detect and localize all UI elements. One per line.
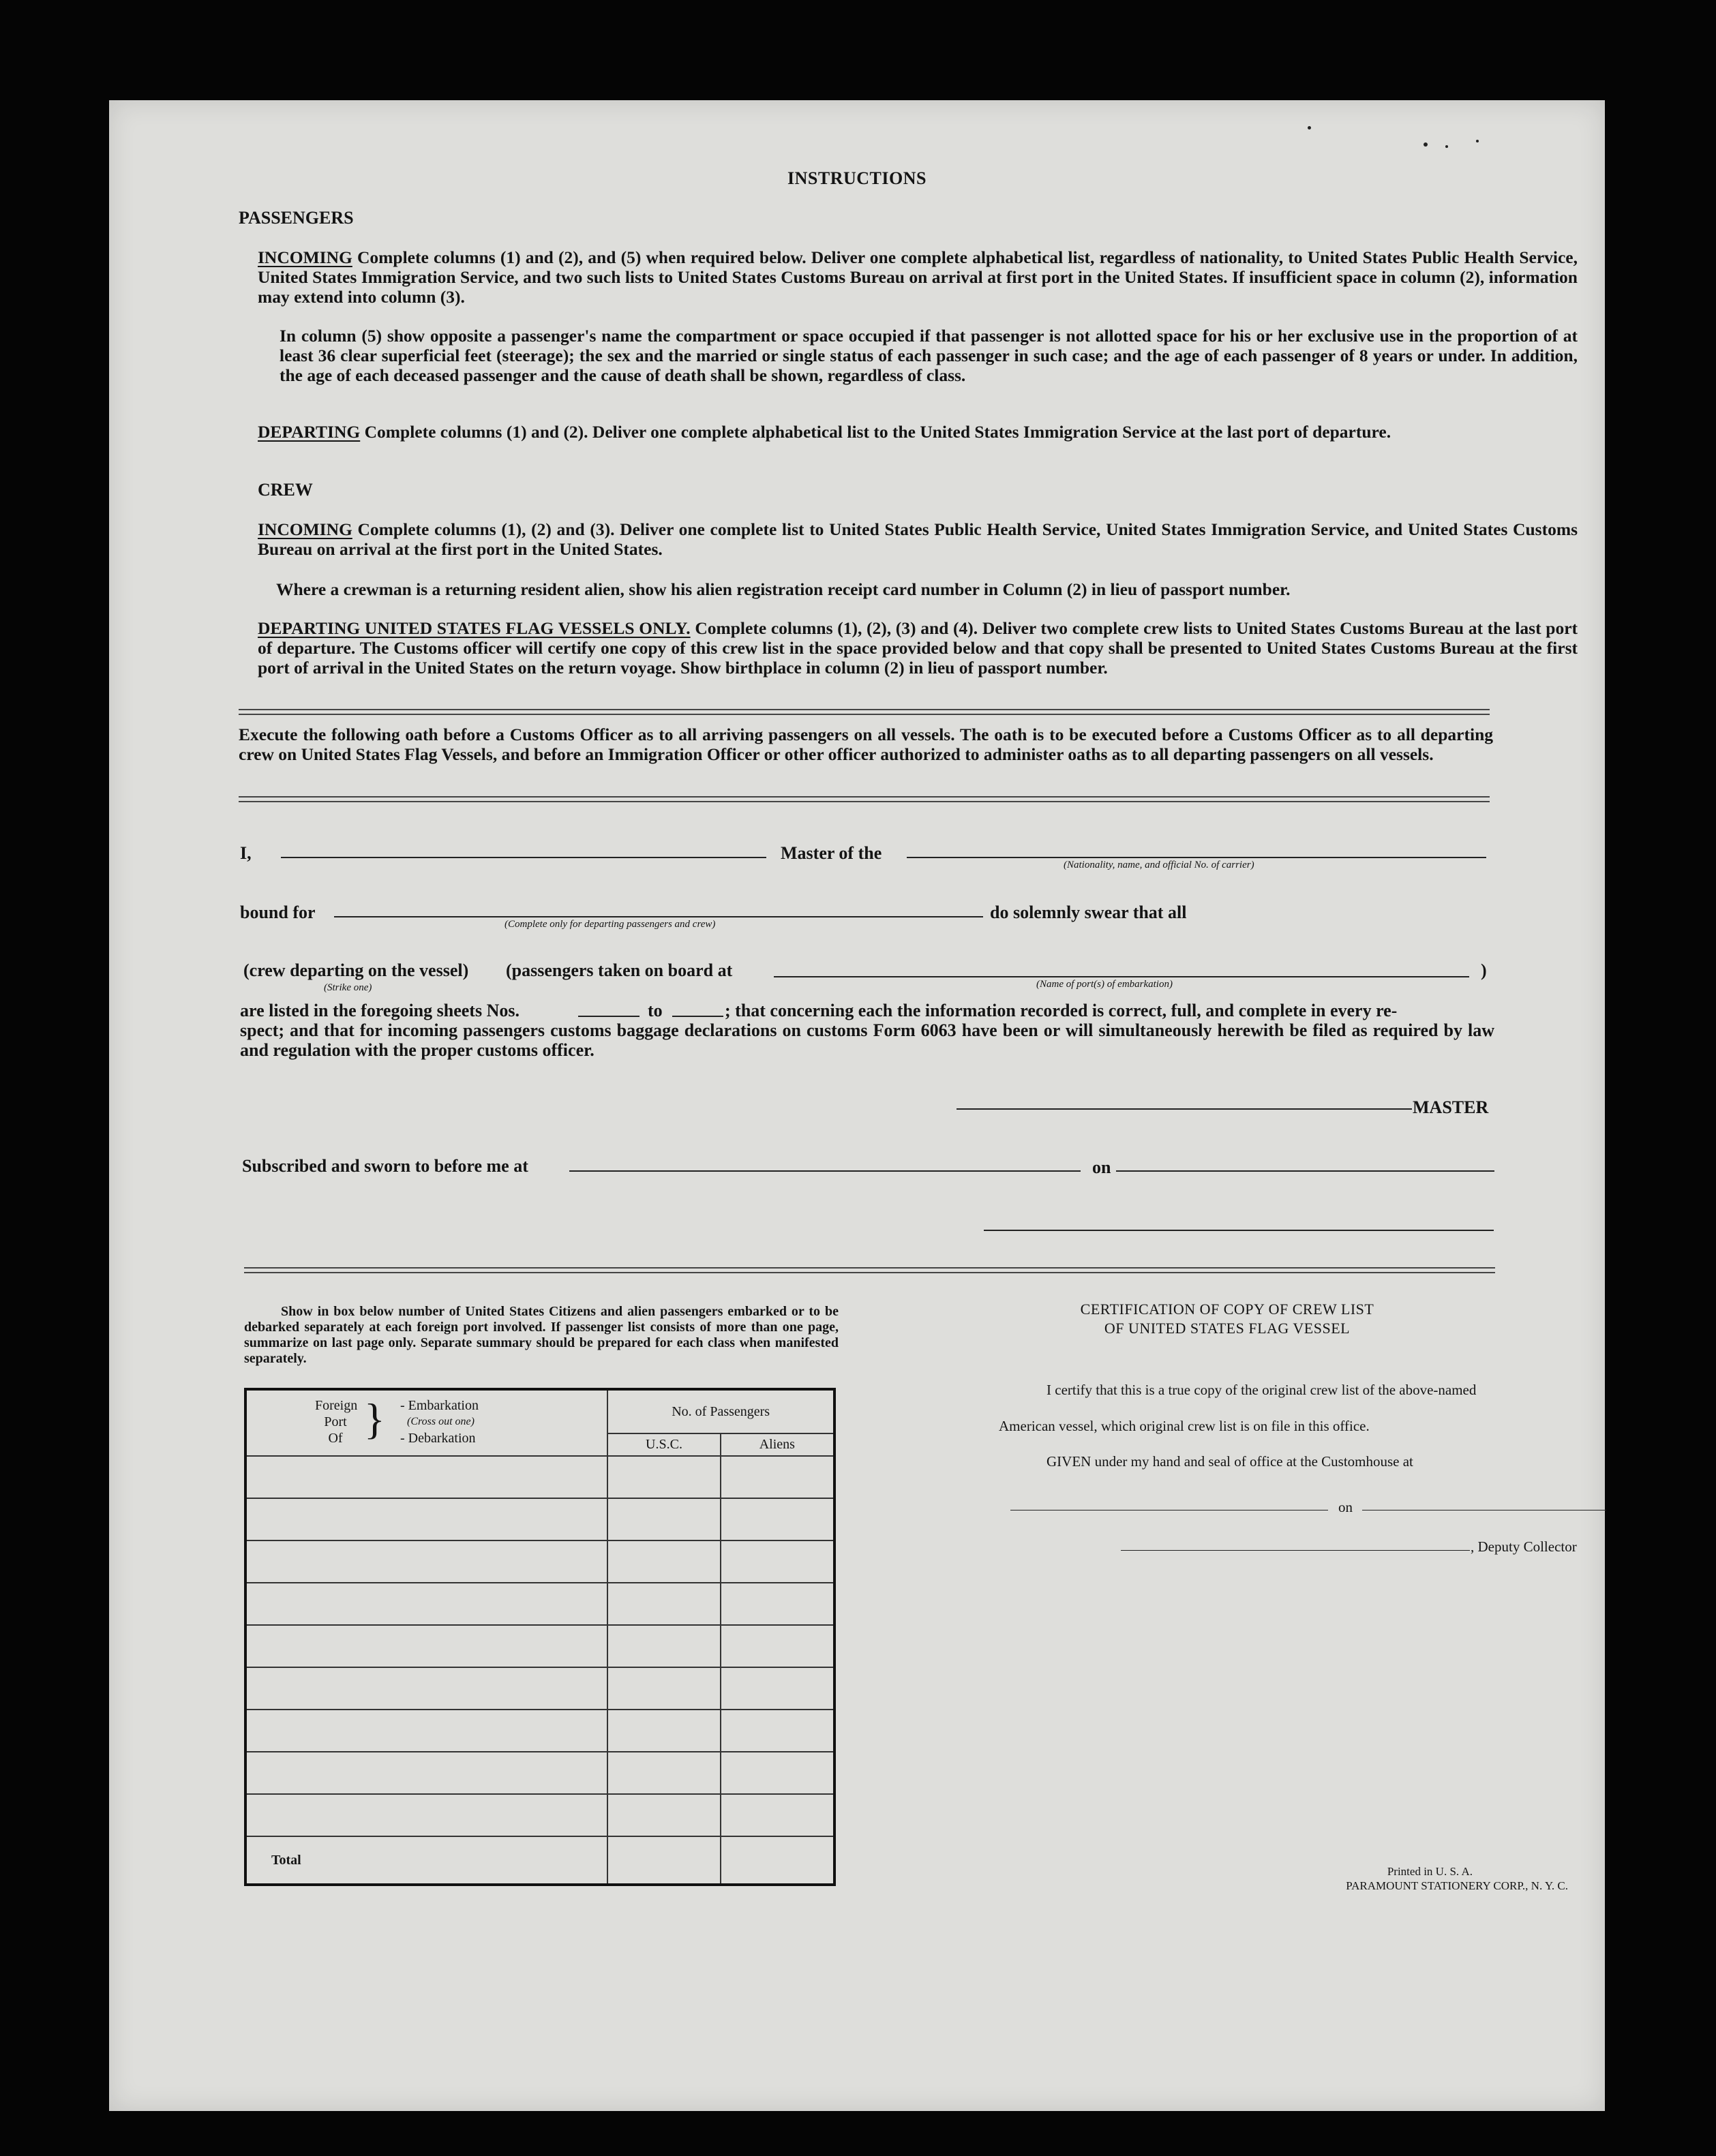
summary-instruction: Show in box below number of United States Citizens and alien passengers embarked or to be debarked separately at each foreign port involved. If passenger list consists of more than one page, summarize on last page only. Separate summary should be prepared for each class when manifested separately. xyxy=(244,1304,839,1366)
cross-out-label: (Cross out one) xyxy=(407,1416,475,1427)
listed-to: to xyxy=(648,1001,663,1020)
port-label: Port xyxy=(324,1414,347,1429)
brace: } xyxy=(364,1395,385,1443)
swear-text: do solemnly swear that all xyxy=(990,902,1187,922)
aliens-cell[interactable] xyxy=(721,1710,834,1752)
crew-heading: CREW xyxy=(258,480,313,500)
port-cell[interactable] xyxy=(245,1667,607,1710)
port-cell[interactable] xyxy=(245,1710,607,1752)
passengers-incoming-paragraph xyxy=(258,247,1578,307)
flag-lead: DEPARTING UNITED STATES FLAG VESSELS ONLY. xyxy=(258,618,691,638)
usc-cell[interactable] xyxy=(607,1752,720,1794)
port-cell[interactable] xyxy=(245,1583,607,1625)
printer-name: PARAMOUNT STATIONERY CORP., N. Y. C. xyxy=(1346,1879,1568,1892)
aliens-total-cell[interactable] xyxy=(721,1836,834,1885)
divider xyxy=(244,1267,1495,1273)
aliens-cell[interactable] xyxy=(721,1667,834,1710)
of-label: Of xyxy=(328,1431,343,1446)
no-passengers-header: No. of Passengers xyxy=(607,1389,834,1433)
subscribed-text: Subscribed and sworn to before me at xyxy=(242,1156,528,1176)
master-label: MASTER xyxy=(1413,1097,1489,1117)
respect-paragraph: spect; and that for incoming passengers customs baggage declarations on customs Form 6063 have been or will simultaneously herewith be filed as required by law and regulation with the proper customs officer. xyxy=(240,1020,1494,1060)
speck xyxy=(1445,145,1448,148)
i-label: I, xyxy=(240,843,252,863)
crew-incoming-paragraph xyxy=(258,519,1578,559)
american-vessel-text: American vessel, which original crew list is on file in this office. xyxy=(999,1418,1370,1434)
carrier-line[interactable] xyxy=(907,857,1486,858)
instructions-title: INSTRUCTIONS xyxy=(787,168,927,188)
crew-incoming-text: Complete columns (1), (2) and (3). Deliver one complete list to United States Public Health Service, United States Immigration Service, and United States Customs Bureau on arrival at the first port in the United States. xyxy=(258,519,1578,559)
printed-in-usa: Printed in U. S. A. xyxy=(1387,1865,1473,1878)
port-cell[interactable] xyxy=(245,1752,607,1794)
aliens-header: Aliens xyxy=(721,1433,834,1456)
speck xyxy=(1308,126,1311,130)
divider xyxy=(239,709,1490,715)
port-header-cell xyxy=(245,1389,607,1456)
deputy-signature-line[interactable] xyxy=(1121,1550,1470,1551)
execute-oath-paragraph: Execute the following oath before a Customs Officer as to all arriving passengers on all vessels. The oath is to be executed before a Customs Officer as to all departing crew on United States Flag Vessels, and before an Immigration Officer or other officer authorized to administer oaths as to all departing passengers on all vessels. xyxy=(239,725,1493,764)
incoming-lead: INCOMING xyxy=(258,247,352,267)
sheet-from-line[interactable] xyxy=(578,1016,639,1017)
close-paren: ) xyxy=(1481,960,1487,980)
total-label: Total xyxy=(245,1836,607,1885)
flag-vessels-paragraph xyxy=(258,618,1578,678)
sheet-to-line[interactable] xyxy=(672,1016,723,1017)
listed-text-a: are listed in the foregoing sheets Nos. xyxy=(240,1001,520,1020)
passengers-taken-text: (passengers taken on board at xyxy=(506,960,733,980)
usc-cell[interactable] xyxy=(607,1794,720,1836)
speck xyxy=(1424,142,1428,147)
aliens-cell[interactable] xyxy=(721,1583,834,1625)
embarkation-port-line[interactable] xyxy=(774,976,1469,977)
column5-paragraph: In column (5) show opposite a passenger's name the compartment or space occupied if that passenger is not allotted space for his or her exclusive use in the proportion of at least 36 clear superficial feet (steerage); the sex and the married or single status of each passenger in such case; and the age of each passenger of 8 years or under. In addition, the age of each deceased passenger and the cause of death shall be shown, regardless of class. xyxy=(280,326,1578,385)
usc-total-cell[interactable] xyxy=(607,1836,720,1885)
speck xyxy=(1476,140,1479,142)
port-cell[interactable] xyxy=(245,1794,607,1836)
port-cell[interactable] xyxy=(245,1498,607,1540)
given-text: GIVEN under my hand and seal of office at the Customhouse at xyxy=(1047,1453,1413,1470)
sworn-at-line[interactable] xyxy=(569,1170,1081,1172)
crewman-paragraph: Where a crewman is a returning resident alien, show his alien registration receipt card number in Column (2) in lieu of passport number. xyxy=(276,579,1291,599)
certification-title xyxy=(1002,1300,1452,1338)
usc-cell[interactable] xyxy=(607,1625,720,1667)
aliens-cell[interactable] xyxy=(721,1456,834,1498)
aliens-cell[interactable] xyxy=(721,1625,834,1667)
usc-cell[interactable] xyxy=(607,1710,720,1752)
port-cell[interactable] xyxy=(245,1625,607,1667)
certification-title-line1: CERTIFICATION OF COPY OF CREW LIST xyxy=(1080,1301,1374,1318)
usc-cell[interactable] xyxy=(607,1456,720,1498)
divider xyxy=(239,796,1490,802)
aliens-cell[interactable] xyxy=(721,1540,834,1583)
cert-on-label: on xyxy=(1338,1499,1353,1515)
certify-text: I certify that this is a true copy of the original crew list of the above-named xyxy=(1047,1382,1477,1398)
listed-text-b: ; that concerning each the information recorded is correct, full, and complete in every re- xyxy=(725,1001,1398,1020)
usc-cell[interactable] xyxy=(607,1667,720,1710)
usc-header: U.S.C. xyxy=(607,1433,720,1456)
strike-one-caption: (Strike one) xyxy=(324,982,372,993)
carrier-caption: (Nationality, name, and official No. of carrier) xyxy=(1064,860,1254,870)
master-name-line[interactable] xyxy=(281,857,766,858)
aliens-cell[interactable] xyxy=(721,1498,834,1540)
printer-imprint xyxy=(1200,1864,1568,1893)
usc-cell[interactable] xyxy=(607,1540,720,1583)
certification-title-line2: OF UNITED STATES FLAG VESSEL xyxy=(1104,1320,1351,1337)
aliens-cell[interactable] xyxy=(721,1752,834,1794)
deputy-collector-label: , Deputy Collector xyxy=(1471,1538,1577,1555)
master-of-the-label: Master of the xyxy=(781,843,882,863)
officer-signature-line[interactable] xyxy=(984,1230,1494,1231)
sworn-date-line[interactable] xyxy=(1116,1170,1494,1172)
foreign-label: Foreign xyxy=(315,1398,358,1413)
passenger-summary-table xyxy=(244,1388,836,1886)
port-caption: (Name of port(s) of embarkation) xyxy=(1036,979,1173,990)
debarkation-label: - Debarkation xyxy=(400,1431,476,1446)
usc-cell[interactable] xyxy=(607,1498,720,1540)
bound-for-line[interactable] xyxy=(334,916,983,917)
bound-for-caption: (Complete only for departing passengers and crew) xyxy=(505,919,716,930)
master-signature-line[interactable] xyxy=(957,1108,1412,1110)
crew-incoming-lead: INCOMING xyxy=(258,519,352,539)
usc-cell[interactable] xyxy=(607,1583,720,1625)
departing-lead: DEPARTING xyxy=(258,422,361,442)
on-label: on xyxy=(1092,1157,1111,1177)
aliens-cell[interactable] xyxy=(721,1794,834,1836)
flag-text: Complete columns (1), (2), (3) and (4). Deliver two complete crew lists to United States Customs Bureau at the last port of departure. The Customs officer will certify one copy of this crew list in the space provided below and that copy shall be presented to United States Customs Bureau at the first port of arrival in the United States on the return voyage. Show birthplace in column (2) in lieu of passport number. xyxy=(258,618,1578,678)
departing-text: Complete columns (1) and (2). Deliver one complete alphabetical list to the United States Immigration Service at the last port of departure. xyxy=(360,422,1391,442)
passengers-departing-paragraph xyxy=(258,422,1578,442)
bound-for-label: bound for xyxy=(240,902,316,922)
crew-departing-text: (crew departing on the vessel) xyxy=(243,960,469,980)
incoming-text: Complete columns (1) and (2), and (5) when required below. Deliver one complete alphabetical list, regardless of nationality, to United States Public Health Service, United States Immigration Service, and two such lists to United States Customs Bureau on arrival at first port in the United States. If insufficient space in column (2), information may extend into column (3). xyxy=(258,247,1578,307)
port-cell[interactable] xyxy=(245,1540,607,1583)
document-page xyxy=(109,100,1605,2111)
passengers-heading: PASSENGERS xyxy=(239,208,354,228)
port-cell[interactable] xyxy=(245,1456,607,1498)
embarkation-label: - Embarkation xyxy=(400,1398,479,1413)
